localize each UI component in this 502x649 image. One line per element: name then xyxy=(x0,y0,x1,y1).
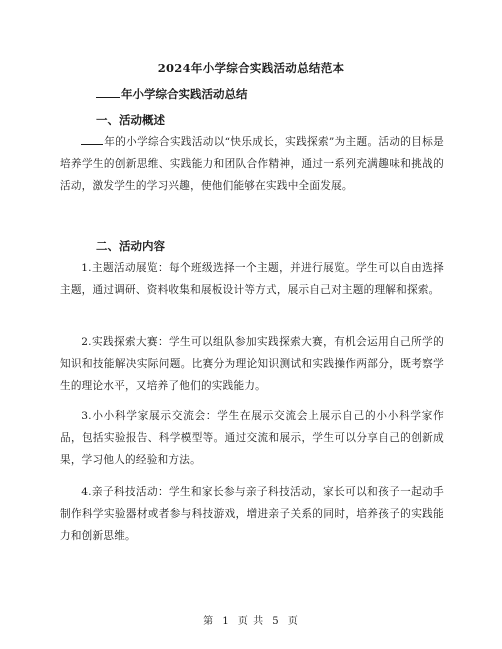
paragraph-overview xyxy=(60,131,444,198)
year-blank-line xyxy=(81,133,103,145)
paragraph-item-3: 3.小小科学家展示交流会：学生在展示交流会上展示自己的小小科学家作品，包括实验报告、科学模型等。通过交流和展示，学生可以分享自己的创新成果，学习他人的经验和方法。 xyxy=(60,410,444,467)
document-title: 2024年小学综合实践活动总结范本 xyxy=(157,61,345,75)
footer-prefix: 第 xyxy=(203,616,215,627)
paragraph-item-2: 2.实践探索大赛：学生可以组队参加实践探索大赛，有机会运用自己所学的知识和技能解决实际问题。比赛分为理论知识测试和实践操作两部分，既考察学生的理论水平，又培养了他们的实践能力。 xyxy=(60,336,444,393)
footer-suffix: 页 xyxy=(287,616,299,627)
paragraph-text: 年的小学综合实践活动以“快乐成长，实践探索”为主题。活动的目标是培养学生的创新思维、实践能力和团队合作精神，通过一系列充满趣味和挑战的活动，激发学生的学习兴趣，使他们能够在实践中全面发展。 xyxy=(60,136,444,193)
current-page-number: 1 xyxy=(222,616,230,627)
paragraph-item-4: 4.亲子科技活动：学生和家长参与亲子科技活动，家长可以和孩子一起动手制作科学实验器材或者参与科技游戏，增进亲子关系的同时，培养孩子的实践能力和创新思维。 xyxy=(60,486,444,543)
total-page-count: 5 xyxy=(272,616,280,627)
year-blank-line xyxy=(96,86,120,98)
footer-middle: 页 共 xyxy=(237,616,265,627)
document-subtitle xyxy=(96,86,248,102)
subtitle-text: 年小学综合实践活动总结 xyxy=(121,87,248,101)
paragraph-item-1: 1.主题活动展览：每个班级选择一个主题，并进行展览。学生可以自由选择主题，通过调研、资料收集和展板设计等方式，展示自己对主题的理解和探索。 xyxy=(60,262,444,297)
section-heading-overview: 一、活动概述 xyxy=(96,113,165,127)
page-footer xyxy=(0,612,502,627)
section-heading-content: 二、活动内容 xyxy=(96,239,165,253)
